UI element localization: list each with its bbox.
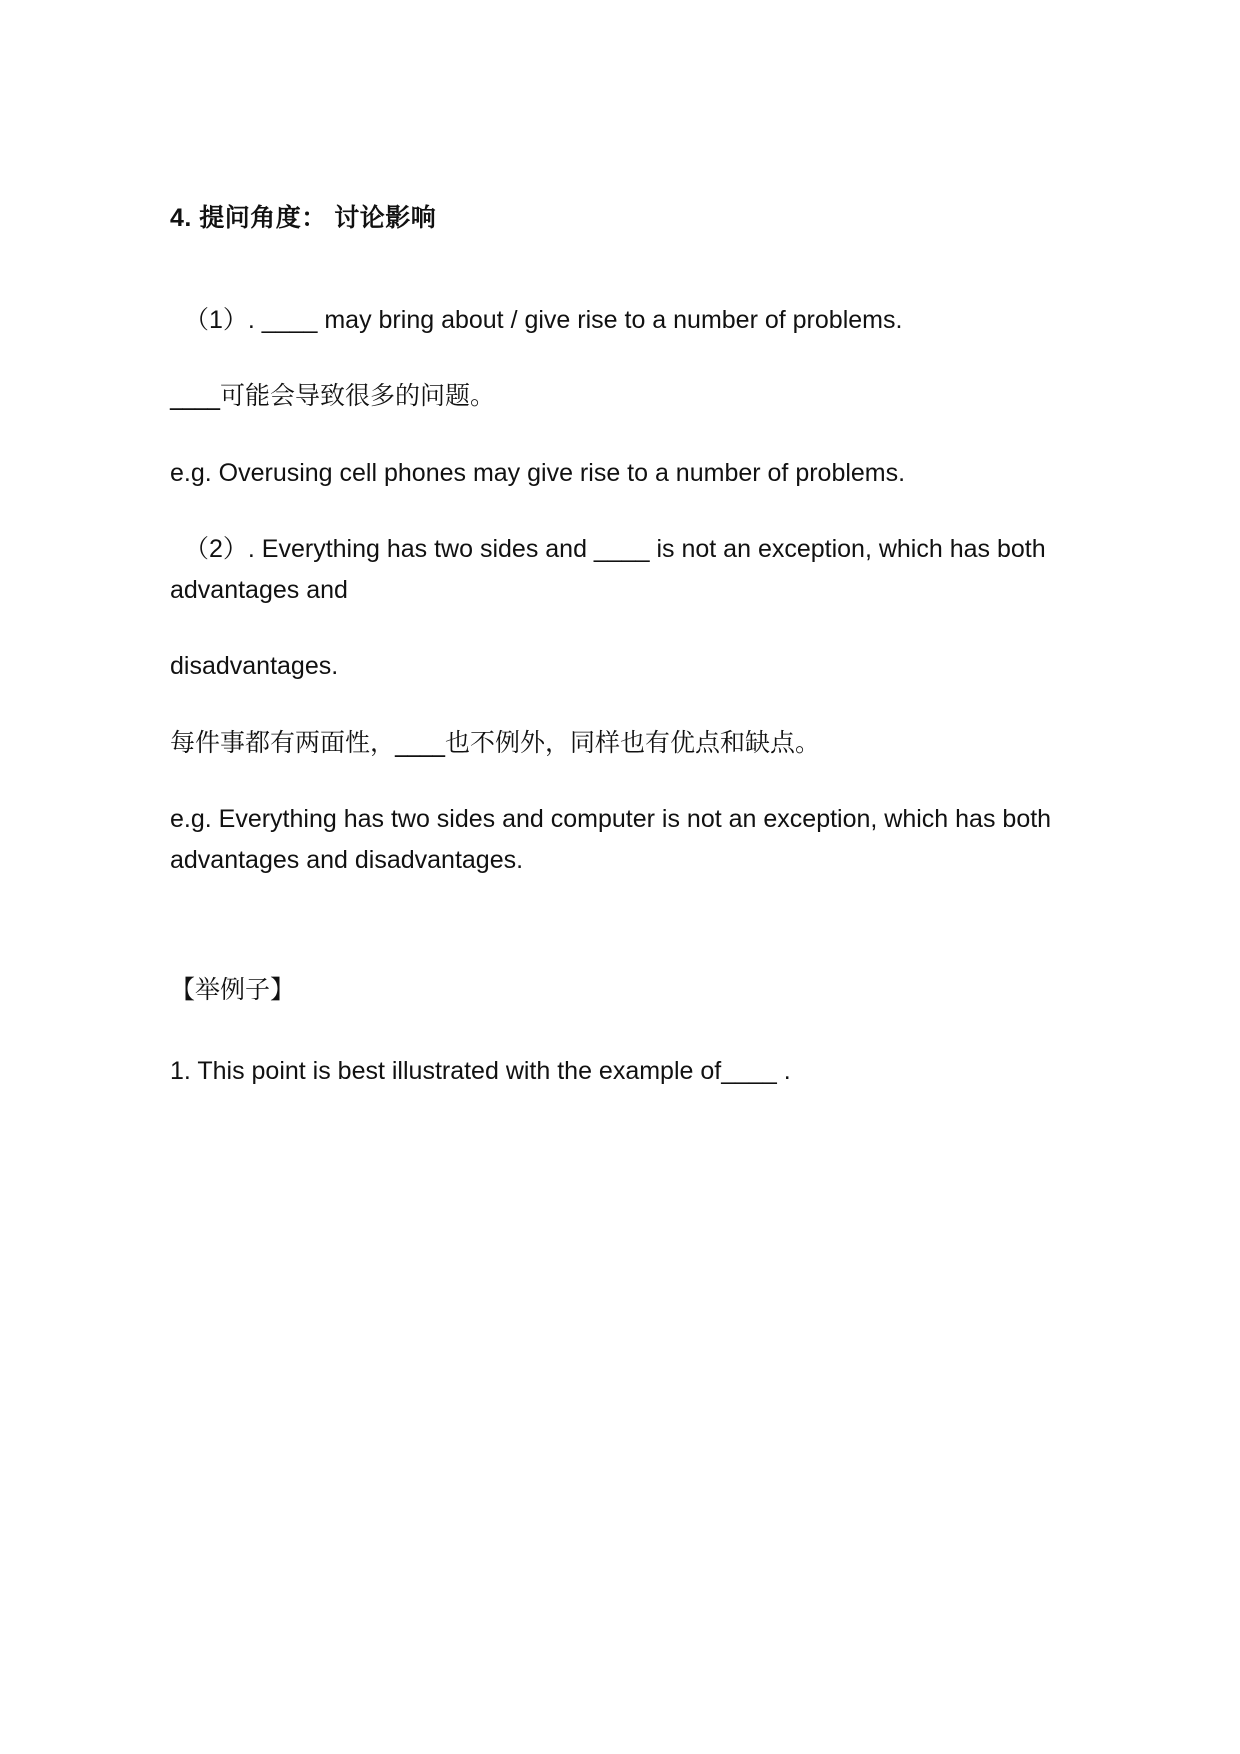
paragraph-item-1-en: （1）. ____ may bring about / give rise to a number of problems.: [184, 305, 903, 334]
paragraph-example-1: 1. This point is best illustrated with the example of____ .: [170, 1056, 791, 1085]
paragraph-item-2-en: （2）. Everything has two sides and ____ is not an exception, which has both advantages and: [170, 535, 1046, 604]
paragraph-item-2-en-continued: disadvantages.: [170, 652, 339, 680]
paragraph-item-1-cn: ____可能会导致很多的问题。: [170, 381, 496, 410]
paragraph-item-2-cn: 每件事都有两面性，____也不例外，同样也有优点和缺点。: [170, 727, 821, 757]
paragraph-item-2-example: e.g. Everything has two sides and computer is not an exception, which has both advantages and disadvantages.: [170, 805, 1052, 874]
section-heading-examples: 【举例子】: [170, 975, 296, 1004]
section-spacer: [170, 916, 1060, 970]
paragraph-item-1-example: e.g. Overusing cell phones may give rise to a number of problems.: [170, 458, 906, 487]
page-title: 4. 提问角度： 讨论影响: [170, 204, 437, 232]
document-body: [170, 200, 1060, 1091]
